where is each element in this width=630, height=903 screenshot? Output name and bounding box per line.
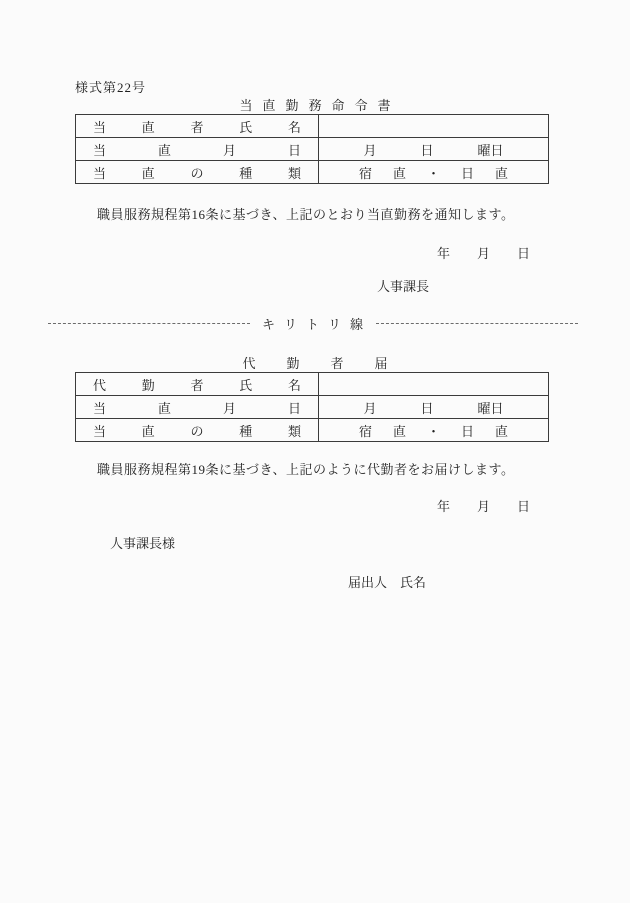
duty-date-value: 月 日 曜日 [363, 142, 504, 158]
substitute-table [75, 372, 549, 442]
duty-type-row [76, 161, 549, 184]
substitute-duty-date-value: 月 日 曜日 [363, 400, 504, 416]
cut-line [48, 316, 578, 330]
form-number: 様式第22号 [75, 80, 147, 95]
substitute-statement: 職員服務規程第19条に基づき、上記のように代勤者をお届けします。 [97, 462, 515, 477]
order-date-line: 年 月 日 [437, 246, 531, 261]
substitute-report-title: 代勤者届 [242, 356, 419, 371]
duty-type-value: 宿 直 ・ 日 直 [358, 165, 509, 181]
submitter-name-line: 届出人 氏名 [348, 575, 427, 590]
substitute-name-value-cell [319, 373, 549, 396]
order-signer: 人事課長 [377, 279, 430, 294]
substitute-addressee: 人事課長様 [110, 536, 176, 551]
duty-order-title: 当直勤務命令書 [239, 98, 401, 113]
cut-line-dash-left [48, 323, 250, 324]
duty-date-row [76, 138, 549, 161]
duty-person-name-label: 当 直 者 氏 名 [93, 119, 301, 135]
substitute-duty-date-label: 当 直 月 日 [93, 400, 301, 416]
cut-line-dash-right [376, 323, 578, 324]
duty-order-table [75, 114, 549, 184]
duty-type-label: 当 直 の 種 類 [93, 165, 301, 181]
substitute-name-label: 代 勤 者 氏 名 [93, 377, 301, 393]
substitute-duty-type-value: 宿 直 ・ 日 直 [358, 423, 509, 439]
duty-person-name-row [76, 115, 549, 138]
substitute-duty-date-row [76, 396, 549, 419]
substitute-duty-type-label: 当 直 の 種 類 [93, 423, 301, 439]
substitute-duty-type-row [76, 419, 549, 442]
order-statement: 職員服務規程第16条に基づき、上記のとおり当直勤務を通知します。 [97, 207, 515, 222]
substitute-date-line: 年 月 日 [437, 499, 531, 514]
cut-line-label: キリトリ線 [262, 316, 373, 332]
duty-person-name-value-cell [319, 115, 549, 138]
duty-date-label: 当 直 月 日 [93, 142, 301, 158]
substitute-name-row [76, 373, 549, 396]
